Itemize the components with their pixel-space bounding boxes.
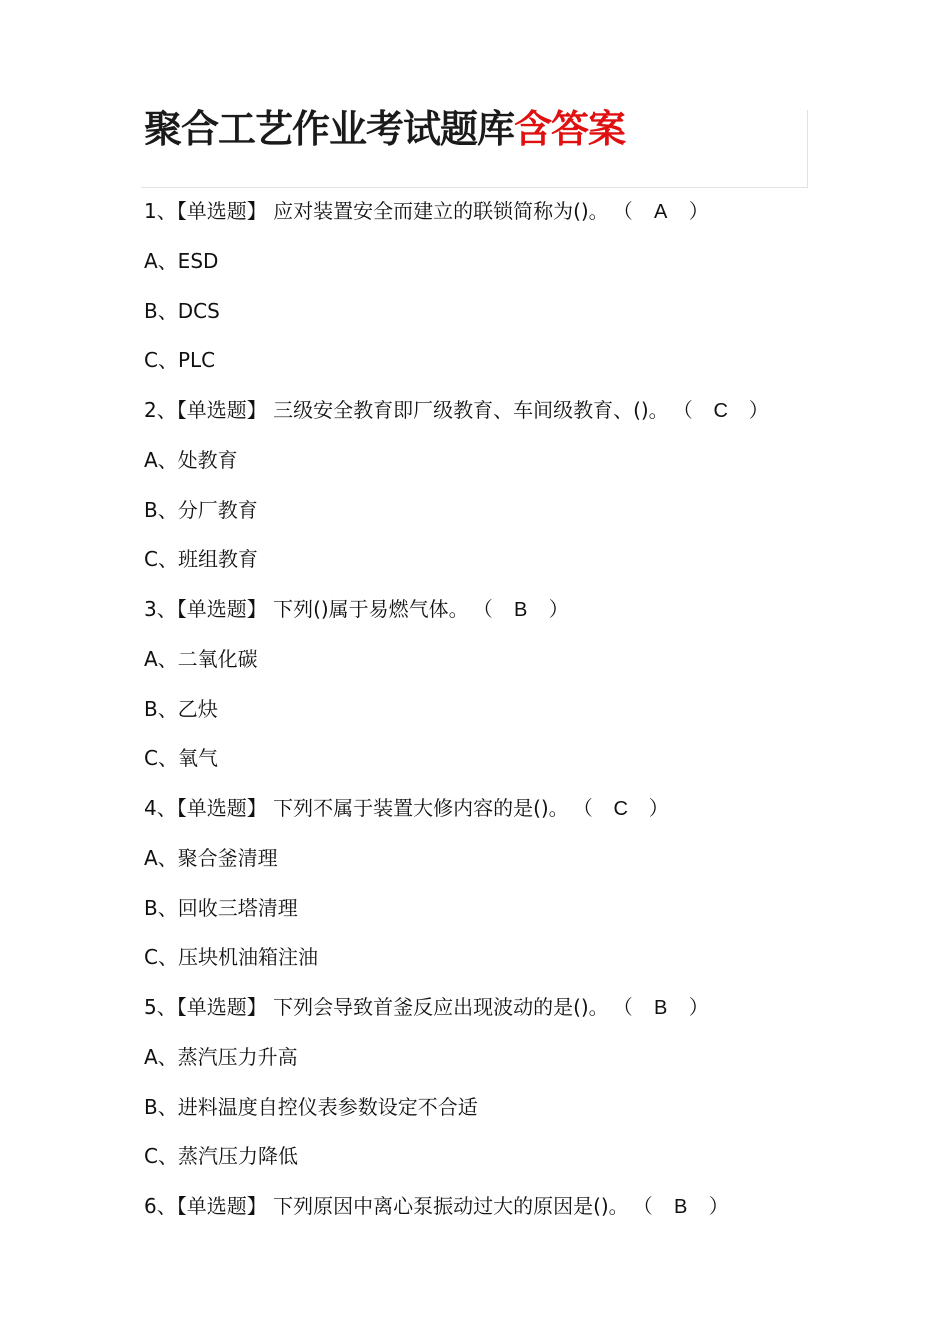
- question-5-option-c: C、蒸汽压力降低: [144, 1144, 298, 1168]
- answer-slot: （ C ）: [672, 398, 769, 422]
- answer-letter: A: [654, 201, 668, 223]
- answer-slot: （ B ）: [632, 1194, 729, 1218]
- question-1-option-b: B、DCS: [144, 299, 220, 323]
- question-1-option-a: A、ESD: [144, 249, 219, 273]
- question-4-option-c: C、压块机油箱注油: [144, 945, 318, 969]
- question-4-stem: [144, 795, 669, 822]
- question-3-option-b: B、乙炔: [144, 697, 218, 721]
- answer-letter: B: [514, 599, 528, 621]
- question-1-option-c: C、PLC: [144, 348, 216, 372]
- question-6-stem: [144, 1193, 729, 1220]
- answer-letter: B: [654, 997, 668, 1019]
- question-2-option-a: A、处教育: [144, 448, 238, 472]
- question-4-option-b: B、回收三塔清理: [144, 896, 298, 920]
- answer-letter: C: [713, 400, 728, 422]
- question-2-option-b: B、分厂教育: [144, 498, 258, 522]
- question-stem-text: 1、【单选题】 应对装置安全而建立的联锁简称为()。: [144, 199, 609, 223]
- question-4-option-a: A、聚合釜清理: [144, 846, 278, 870]
- question-stem-text: 4、【单选题】 下列不属于装置大修内容的是()。: [144, 796, 569, 820]
- question-5-stem: [144, 994, 709, 1021]
- question-3-stem: [144, 596, 569, 623]
- question-5-option-a: A、蒸汽压力升高: [144, 1045, 298, 1069]
- question-3-option-c: C、氧气: [144, 746, 218, 770]
- question-1-stem: [144, 198, 709, 225]
- question-2-stem: [144, 397, 769, 424]
- answer-slot: （ B ）: [612, 995, 709, 1019]
- page-title: [144, 106, 625, 152]
- question-5-option-b: B、进料温度自控仪表参数设定不合适: [144, 1095, 478, 1119]
- answer-slot: （ A ）: [612, 199, 709, 223]
- question-stem-text: 3、【单选题】 下列()属于易燃气体。: [144, 597, 469, 621]
- question-stem-text: 2、【单选题】 三级安全教育即厂级教育、车间级教育、()。: [144, 398, 669, 422]
- title-highlight: 含答案: [514, 107, 626, 151]
- question-stem-text: 5、【单选题】 下列会导致首釜反应出现波动的是()。: [144, 995, 609, 1019]
- title-main: 聚合工艺作业考试题库: [144, 107, 515, 151]
- question-stem-text: 6、【单选题】 下列原因中离心泵振动过大的原因是()。: [144, 1194, 629, 1218]
- answer-slot: （ C ）: [572, 796, 669, 820]
- answer-letter: C: [613, 798, 628, 820]
- question-3-option-a: A、二氧化碳: [144, 647, 258, 671]
- answer-letter: B: [674, 1196, 688, 1218]
- answer-slot: （ B ）: [472, 597, 569, 621]
- question-2-option-c: C、班组教育: [144, 547, 258, 571]
